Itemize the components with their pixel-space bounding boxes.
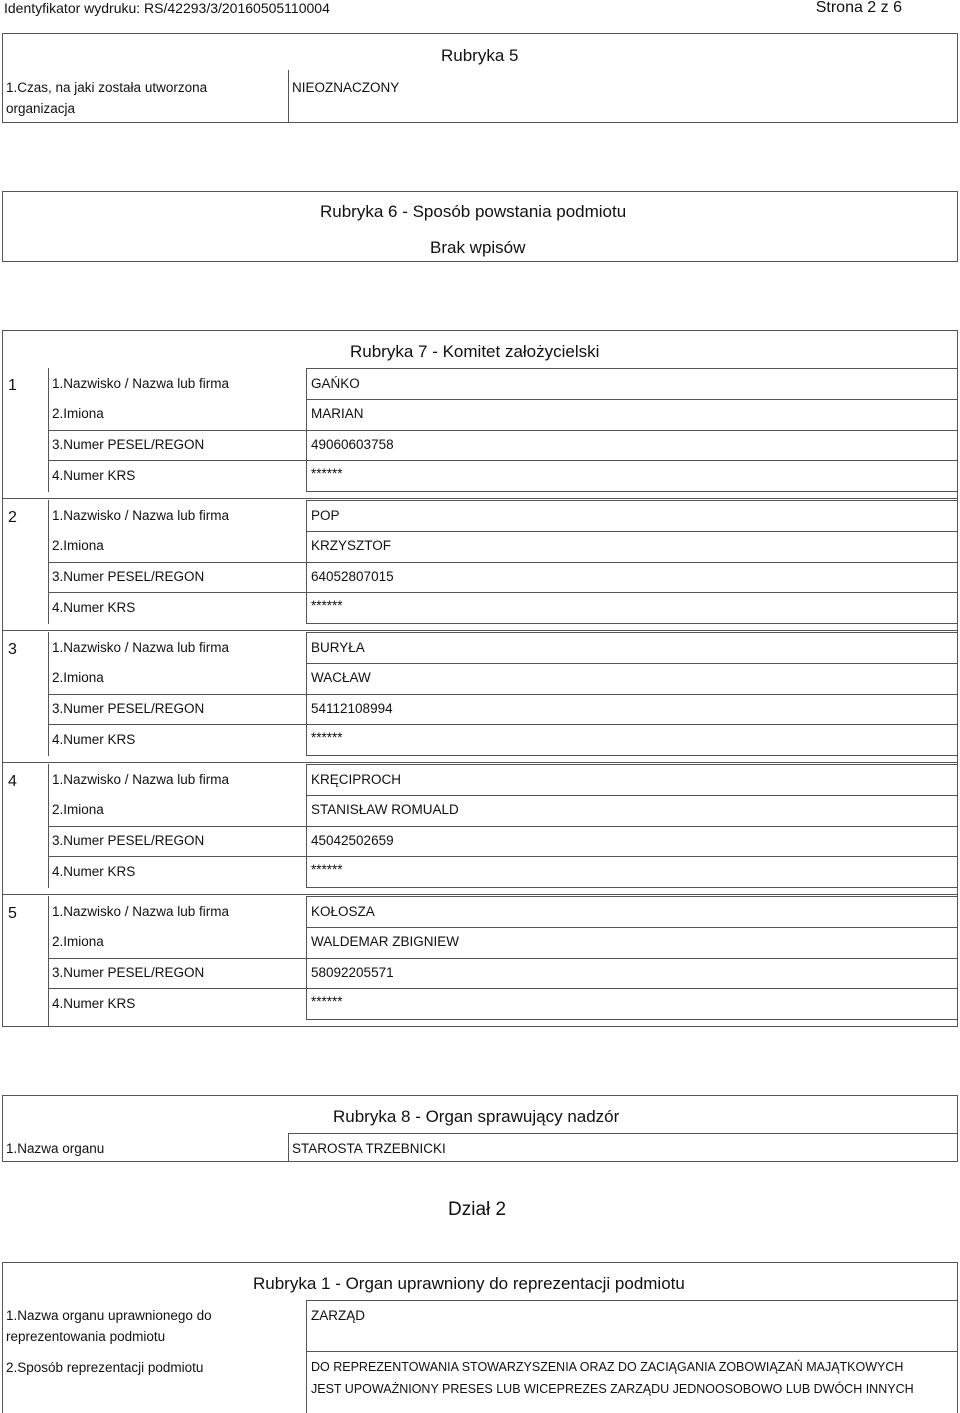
value-krs: ****** [311, 994, 343, 1009]
r8-value-top [288, 1133, 958, 1134]
value-krs: ****** [311, 862, 343, 877]
row-line [48, 562, 958, 563]
value-krs: ****** [311, 598, 343, 613]
value-name: KRĘCIPROCH [311, 772, 402, 787]
row-line [306, 927, 958, 928]
r1-line [306, 1351, 958, 1352]
r1-title: Rubryka 1 - Organ uprawniony do reprezentacji podmiotu [253, 1274, 685, 1293]
label-name: 1.Nazwisko / Nazwa lub firma [52, 772, 230, 787]
r6-title: Rubryka 6 - Sposób powstania podmiotu [320, 202, 627, 221]
member-separator [2, 498, 958, 499]
r1-value2-line2: JEST UPOWAŻNIONY PRESES LUB WICEPREZES ZARZĄDU JEDNOOSOBOWO LUB DWÓCH INNYCH [311, 1382, 914, 1396]
row-line [48, 592, 958, 593]
label-krs: 4.Numer KRS [52, 996, 136, 1011]
row-line [306, 531, 958, 532]
value-name: GAŃKO [311, 376, 360, 391]
row-line [306, 887, 958, 888]
value-krs: ****** [311, 466, 343, 481]
row-line [306, 623, 958, 624]
r1-divider [306, 1300, 307, 1413]
label-name: 1.Nazwisko / Nazwa lub firma [52, 376, 230, 391]
row-line [306, 491, 958, 492]
label-krs: 4.Numer KRS [52, 864, 136, 879]
label-first-names: 2.Imiona [52, 406, 104, 421]
label-pesel: 3.Numer PESEL/REGON [52, 965, 205, 980]
r1-value2-line1: DO REPREZENTOWANIA STOWARZYSZENIA ORAZ DO ZACIĄGANIA ZOBOWIĄZAŃ MAJĄTKOWYCH [311, 1360, 904, 1374]
row-line [48, 856, 958, 857]
value-name: KOŁOSZA [311, 904, 375, 919]
value-name: BURYŁA [311, 640, 365, 655]
row-line [48, 988, 958, 989]
row-line [306, 368, 958, 369]
member-left-border [48, 896, 49, 1026]
row-line [306, 896, 958, 897]
r1-line [306, 1300, 958, 1301]
member-number: 4 [8, 773, 17, 790]
label-pesel: 3.Numer PESEL/REGON [52, 701, 205, 716]
r5-title: Rubryka 5 [441, 46, 519, 65]
row-line [48, 958, 958, 959]
member-number: 5 [8, 905, 17, 922]
value-first-names: MARIAN [311, 406, 364, 421]
r5-label-line1: 1.Czas, na jaki została utworzona [6, 80, 208, 95]
r5-value: NIEOZNACZONY [292, 80, 400, 95]
value-pesel: 54112108994 [311, 701, 393, 716]
row-line [306, 1019, 958, 1020]
label-name: 1.Nazwisko / Nazwa lub firma [52, 640, 230, 655]
label-krs: 4.Numer KRS [52, 732, 136, 747]
value-first-names: WALDEMAR ZBIGNIEW [311, 934, 460, 949]
r7-frame [2, 330, 958, 1027]
value-name: POP [311, 508, 340, 523]
value-pesel: 64052807015 [311, 569, 394, 584]
label-pesel: 3.Numer PESEL/REGON [52, 569, 205, 584]
r8-frame [2, 1095, 958, 1162]
label-pesel: 3.Numer PESEL/REGON [52, 833, 205, 848]
label-first-names: 2.Imiona [52, 670, 104, 685]
label-first-names: 2.Imiona [52, 802, 104, 817]
r1-label1-line2: reprezentowania podmiotu [6, 1329, 166, 1344]
section-heading-dzial: Dział 2 [448, 1199, 507, 1220]
value-pesel: 58092205571 [311, 965, 394, 980]
page-number: Strona 2 z 6 [815, 0, 902, 16]
member-separator [2, 894, 958, 895]
member-number: 1 [8, 377, 17, 394]
r6-empty: Brak wpisów [430, 238, 526, 257]
row-line [306, 500, 958, 501]
label-pesel: 3.Numer PESEL/REGON [52, 437, 205, 452]
r7-title: Rubryka 7 - Komitet założycielski [350, 342, 600, 361]
row-line [306, 663, 958, 664]
member-number: 2 [8, 509, 17, 526]
row-line [306, 755, 958, 756]
value-pesel: 49060603758 [311, 437, 394, 452]
label-name: 1.Nazwisko / Nazwa lub firma [52, 508, 230, 523]
row-line [48, 430, 958, 431]
label-krs: 4.Numer KRS [52, 600, 136, 615]
r8-title: Rubryka 8 - Organ sprawujący nadzór [333, 1107, 620, 1126]
row-line [306, 632, 958, 633]
r8-label: 1.Nazwa organu [6, 1141, 105, 1156]
r5-divider [288, 70, 289, 123]
value-first-names: STANISŁAW ROMUALD [311, 802, 459, 817]
member-separator [2, 762, 958, 763]
label-first-names: 2.Imiona [52, 934, 104, 949]
label-name: 1.Nazwisko / Nazwa lub firma [52, 904, 230, 919]
row-line [306, 795, 958, 796]
row-line [306, 399, 958, 400]
r8-divider [288, 1133, 289, 1162]
value-krs: ****** [311, 730, 343, 745]
row-line [306, 764, 958, 765]
r5-label-line2: organizacja [6, 101, 76, 116]
label-first-names: 2.Imiona [52, 538, 104, 553]
row-line [48, 724, 958, 725]
row-line [48, 826, 958, 827]
r1-label2: 2.Sposób reprezentacji podmiotu [6, 1360, 204, 1375]
member-separator [2, 630, 958, 631]
r1-value1: ZARZĄD [311, 1308, 365, 1323]
row-line [48, 694, 958, 695]
member-number: 3 [8, 641, 17, 658]
row-line [48, 460, 958, 461]
label-krs: 4.Numer KRS [52, 468, 136, 483]
value-first-names: WACŁAW [311, 670, 371, 685]
value-pesel: 45042502659 [311, 833, 394, 848]
r8-value: STAROSTA TRZEBNICKI [292, 1141, 446, 1156]
print-identifier: Identyfikator wydruku: RS/42293/3/20160505110004 [4, 0, 330, 16]
value-first-names: KRZYSZTOF [311, 538, 392, 553]
r1-label1-line1: 1.Nazwa organu uprawnionego do [6, 1308, 212, 1323]
